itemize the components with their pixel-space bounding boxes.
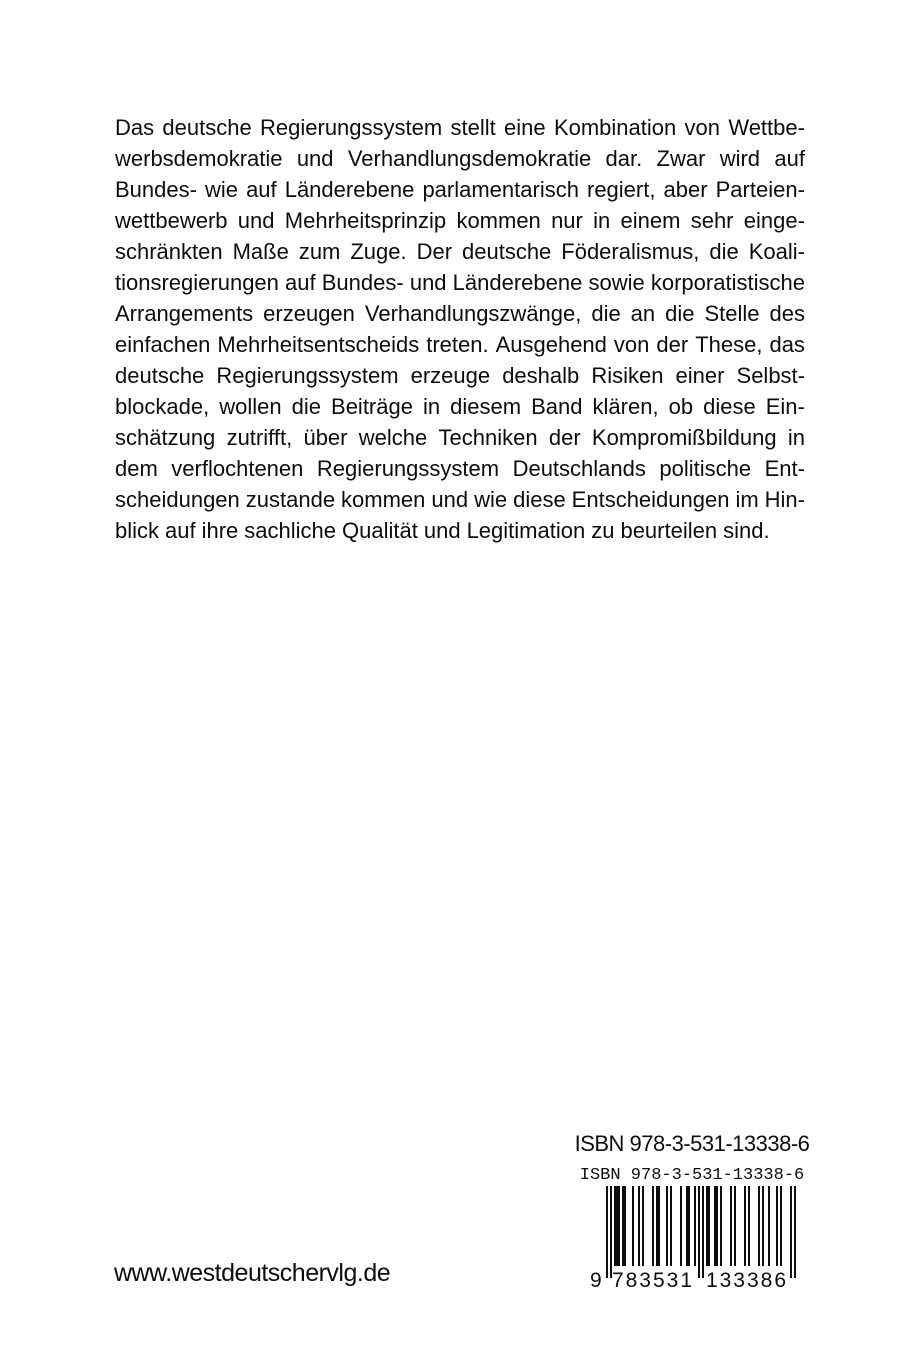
- blurb-line: dem verflochtenen Regierungssystem Deutschlands politische Ent-: [115, 456, 805, 481]
- barcode-digit-group: 783531: [611, 1269, 695, 1290]
- publisher-website-url: www.westdeutschervlg.de: [114, 1259, 391, 1287]
- blurb-line: Arrangements erzeugen Verhandlungszwänge, die an die Stelle des: [115, 301, 805, 326]
- blurb-line: blockade, wollen die Beiträge in diesem Band klären, ob diese Ein-: [115, 394, 805, 419]
- blurb-line: blick auf ihre sachliche Qualität und Legitimation zu beurteilen sind.: [115, 518, 770, 543]
- isbn-printed-label: ISBN 978-3-531-13338-6: [574, 1131, 810, 1156]
- blurb-line: Das deutsche Regierungssystem stellt eine Kombination von Wettbe-: [115, 115, 805, 140]
- isbn-barcode-caption: ISBN 978-3-531-13338-6: [579, 1166, 805, 1185]
- blurb-line: wettbewerb und Mehrheitsprinzip kommen nur in einem sehr einge-: [115, 208, 805, 233]
- barcode-digit-group: 9: [590, 1269, 604, 1290]
- blurb-line: Bundes- wie auf Länderebene parlamentarisch regiert, aber Parteien-: [115, 177, 805, 202]
- blurb-line: scheidungen zustande kommen und wie diese Entscheidungen im Hin-: [115, 487, 805, 512]
- blurb-line: deutsche Regierungssystem erzeuge deshalb Risiken einer Selbst-: [115, 363, 805, 388]
- blurb-line: einfachen Mehrheitsentscheids treten. Ausgehend von der These, das: [115, 332, 805, 357]
- blurb-line: schränkten Maße zum Zuge. Der deutsche Föderalismus, die Koali-: [115, 239, 805, 264]
- ean13-barcode: [586, 1186, 798, 1290]
- blurb-line: werbsdemokratie und Verhandlungsdemokratie dar. Zwar wird auf: [115, 146, 805, 171]
- barcode-digit-group: 133386: [705, 1269, 789, 1290]
- blurb-line: schätzung zutrifft, über welche Techniken der Kompromißbildung in: [115, 425, 805, 450]
- back-cover-blurb: [115, 112, 805, 546]
- isbn-block: [574, 1130, 810, 1290]
- blurb-line: tionsregierungen auf Bundes- und Länderebene sowie korporatistische: [115, 270, 805, 295]
